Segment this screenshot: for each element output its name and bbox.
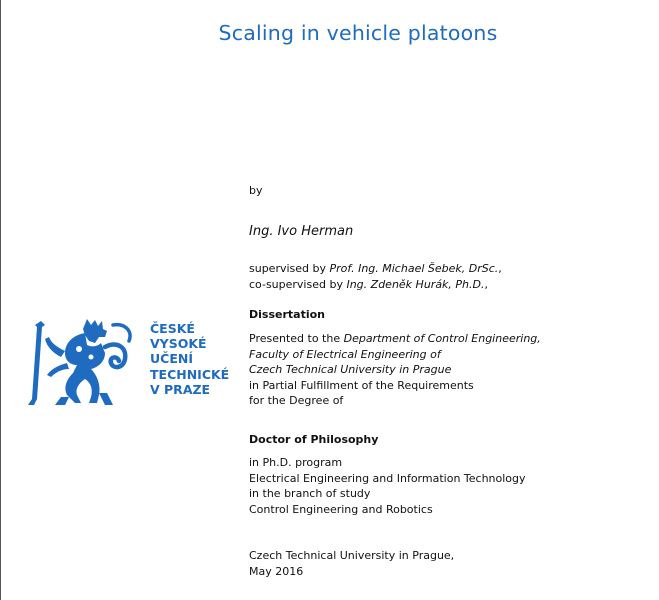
- cosupervised-prefix: co-supervised by: [249, 277, 347, 291]
- author-name: Ing. Ivo Herman: [249, 224, 354, 239]
- logo-line-1: ČESKÉ: [150, 321, 195, 336]
- footer-block: [249, 548, 454, 579]
- dissertation-heading: Dissertation: [249, 308, 325, 321]
- program-line: Electrical Engineering and Information Technology: [249, 471, 526, 485]
- supervised-suffix: ,: [498, 262, 502, 275]
- program-intro-line: in Ph.D. program: [249, 456, 343, 469]
- logo-line-5: V PRAZE: [150, 381, 211, 397]
- fulfillment-line: in Partial Fulfillment of the Requirements: [249, 378, 474, 392]
- department-name: Department of Control Engineering,: [343, 332, 541, 345]
- degree-of-line: for the Degree of: [249, 394, 344, 407]
- page-title: Scaling in vehicle platoons: [218, 21, 498, 45]
- logo-line-4: TECHNICKÉ: [150, 366, 230, 382]
- presented-line: [249, 331, 541, 347]
- logo-wordmark: [150, 321, 229, 397]
- supervised-prefix: supervised by: [249, 262, 330, 275]
- degree-heading: Doctor of Philosophy: [249, 433, 379, 446]
- footer-place: Czech Technical University in Prague,: [249, 549, 455, 562]
- university-line: [249, 362, 541, 378]
- branch-intro-line: in the branch of study: [249, 487, 371, 500]
- supervisor-line: [249, 261, 502, 277]
- branch-line: Control Engineering and Robotics: [249, 502, 433, 516]
- dissertation-block: [249, 331, 541, 409]
- supervisor-name: Prof. Ing. Michael Šebek, DrSc.: [329, 262, 499, 275]
- supervision-block: [249, 261, 502, 292]
- faculty-name: Faculty of Electrical Engineering of: [249, 347, 441, 361]
- cosupervisor-name: Ing. Zdeněk Hurák, Ph.D.: [346, 277, 485, 291]
- program-block: [249, 455, 526, 517]
- by-text: by: [249, 184, 263, 197]
- page-edge-rule: [0, 0, 1, 600]
- ctu-logo: [21, 317, 237, 409]
- cosupervised-suffix: ,: [484, 277, 488, 291]
- logo-line-2: VYSOKÉ: [150, 336, 207, 352]
- logo-line-3: UČENÍ: [150, 351, 193, 367]
- lion-emblem-icon: [21, 317, 147, 409]
- presented-prefix: Presented to the: [249, 332, 344, 345]
- by-label: [249, 183, 263, 199]
- faculty-line: [249, 347, 541, 363]
- cosupervisor-line: [249, 277, 502, 293]
- footer-date: May 2016: [249, 564, 304, 578]
- university-name: Czech Technical University in Prague: [249, 363, 452, 376]
